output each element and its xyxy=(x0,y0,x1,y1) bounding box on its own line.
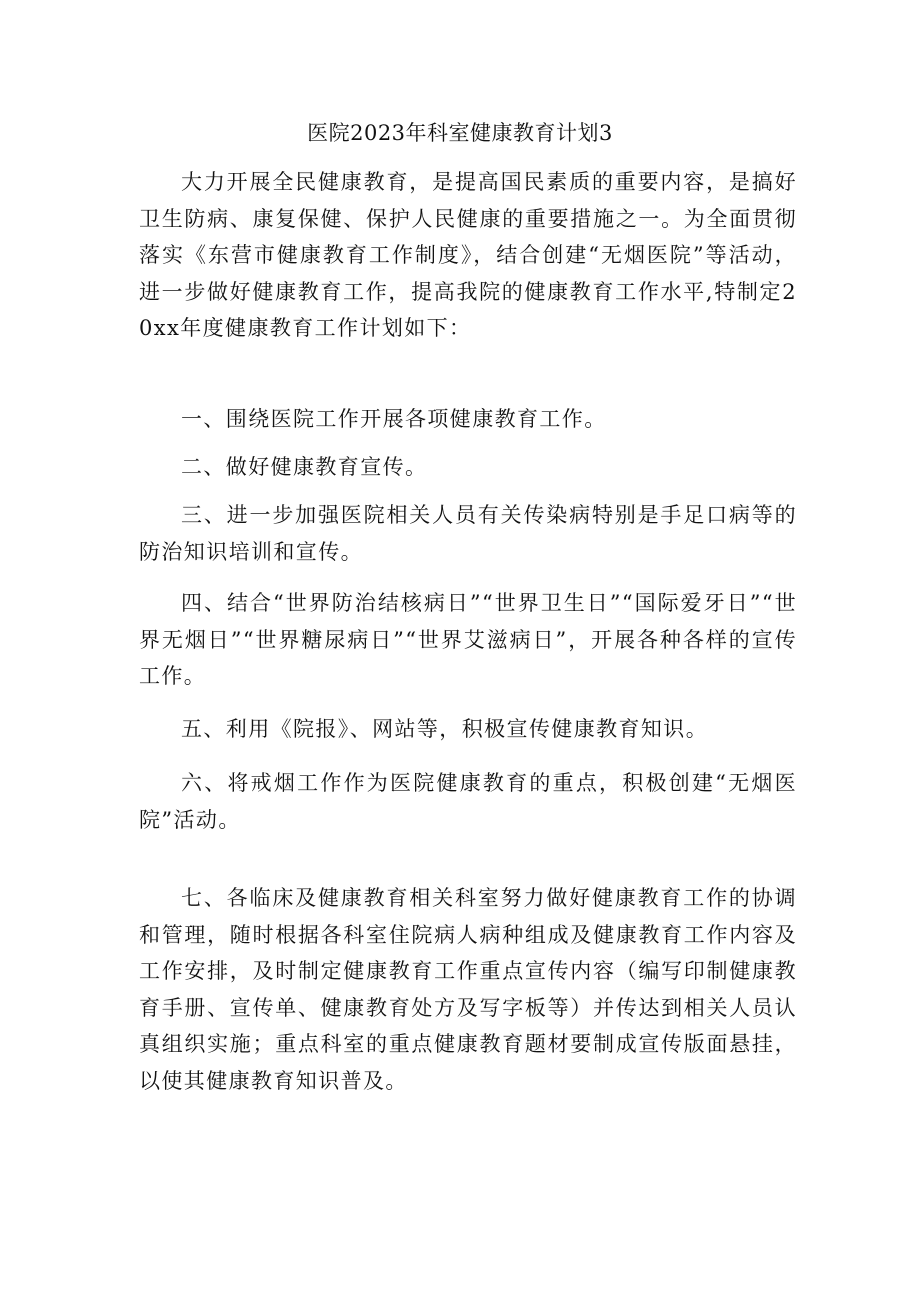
document-title: 医院2023年科室健康教育计划3 xyxy=(307,121,613,145)
paragraph-item-1: 一、围绕医院工作开展各项健康教育工作。 xyxy=(181,407,607,431)
paragraph-item-7: 七、各临床及健康教育相关科室努力做好健康教育工作的协调和管理，随时根据各科室住院病人病种组成及健康教育工作内容及工作安排，及时制定健康教育工作重点宣传内容（编写印制健康教育手册、宣传单、健康教育处方及写字板等）并传达到相关人员认真组织实施；重点科室的重点健康教育题材要制成宣传版面悬挂，以使其健康教育知识普及。 xyxy=(139,886,797,1093)
paragraph-item-2: 二、做好健康教育宣传。 xyxy=(181,455,428,479)
paragraph-item-6: 六、将戒烟工作作为医院健康教育的重点，积极创建“无烟医院”活动。 xyxy=(139,771,797,832)
paragraph-intro: 大力开展全民健康教育，是提高国民素质的重要内容，是搞好卫生防病、康复保健、保护人民健康的重要措施之一。为全面贯彻落实《东营市健康教育工作制度》，结合创建“无烟医院”等活动，进一步做好健康教育工作，提高我院的健康教育工作水平,特制定20xx年度健康教育工作计划如下： xyxy=(139,170,797,341)
paragraph-item-5: 五、利用《院报》、网站等，积极宣传健康教育知识。 xyxy=(181,717,709,741)
paragraph-item-4: 四、结合“世界防治结核病日”“世界卫生日”“国际爱牙日”“世界无烟日”“世界糖尿病日”“世界艾滋病日”，开展各种各样的宣传工作。 xyxy=(139,591,797,689)
paragraph-item-3: 三、进一步加强医院相关人员有关传染病特别是手足口病等的防治知识培训和宣传。 xyxy=(139,503,797,564)
